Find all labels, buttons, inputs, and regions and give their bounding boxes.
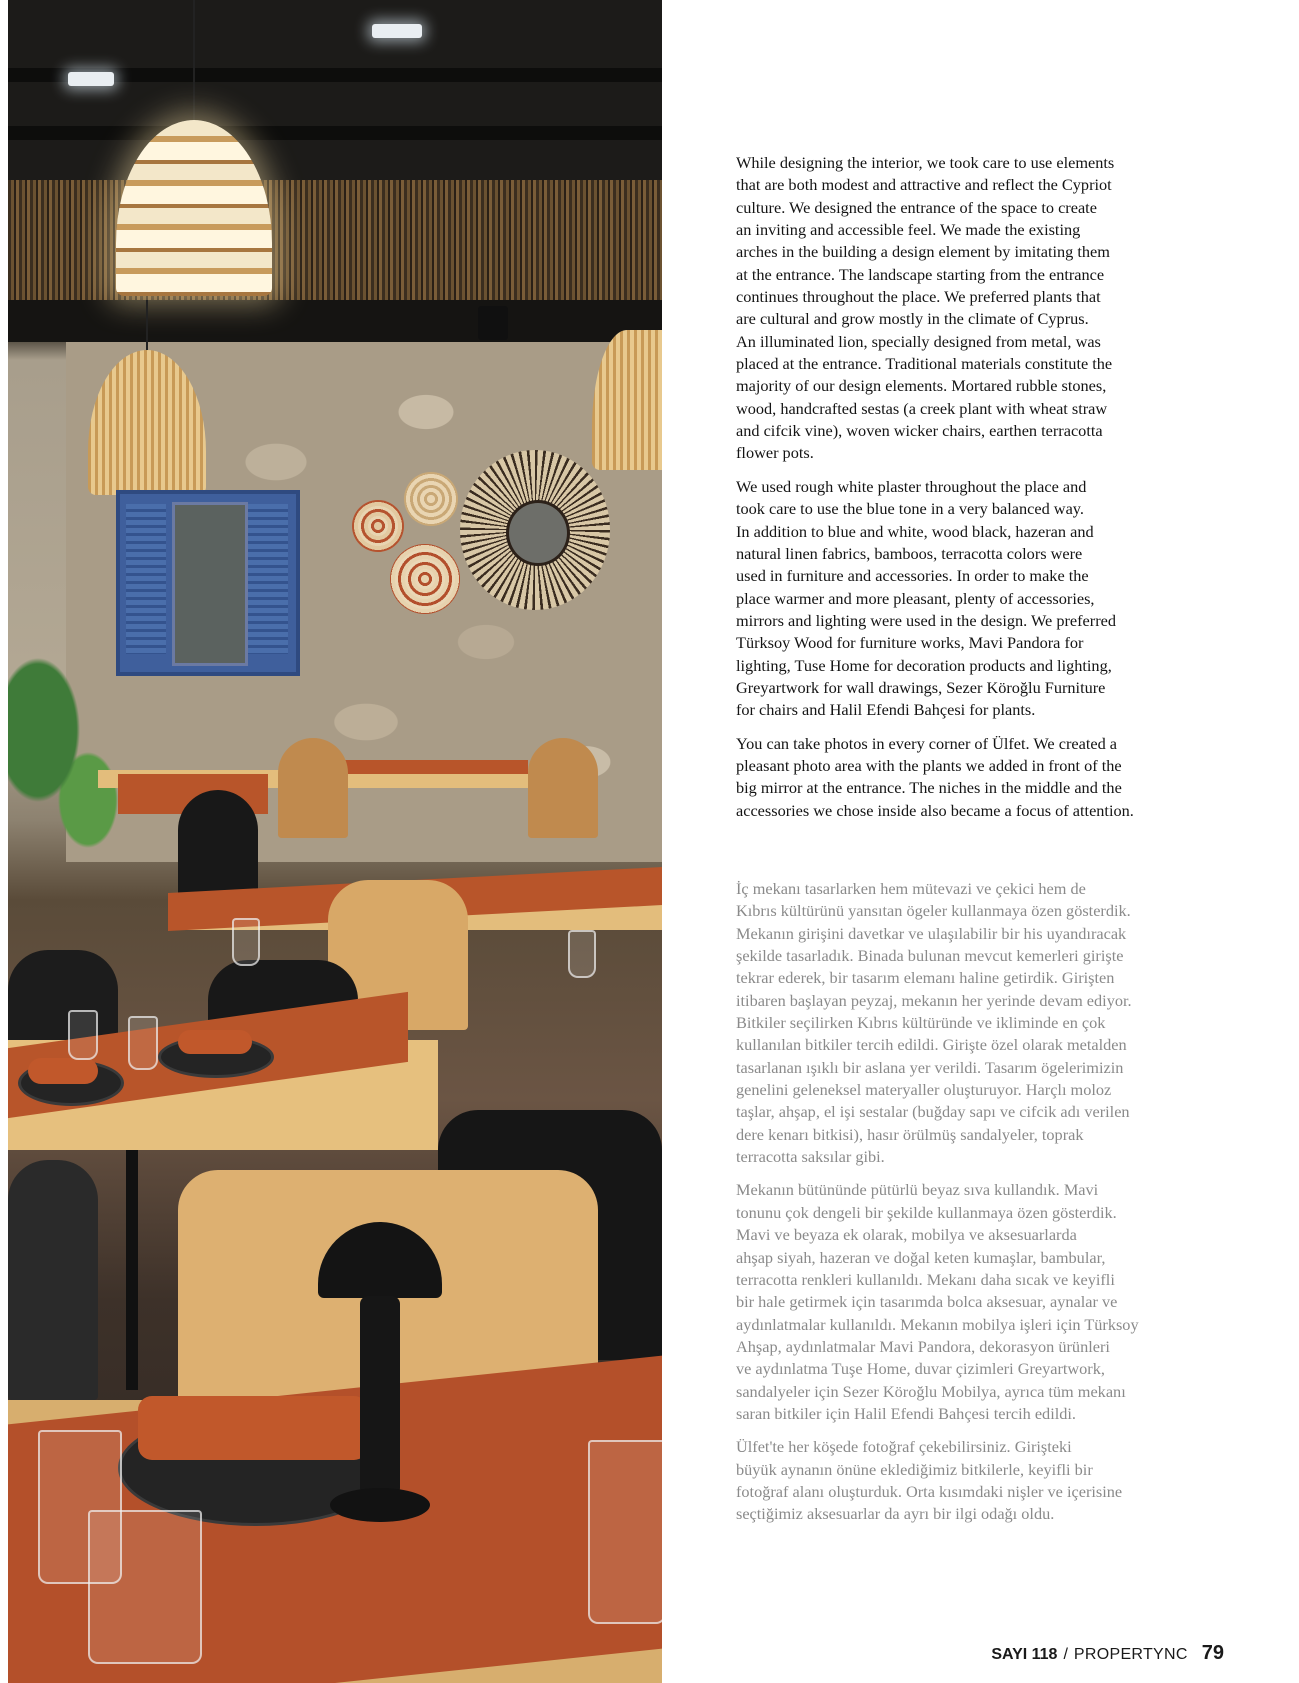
wine-glass <box>68 1010 98 1060</box>
text-line: that are both modest and attractive and reflect the Cypriot <box>736 175 1112 195</box>
text-line: İç mekanı tasarlarken hem mütevazi ve çekici hem de <box>736 879 1086 898</box>
text-line: büyük aynanın önüne eklediğimiz bitkilerle, keyifli bir <box>736 1459 1093 1479</box>
text-line: tasarlanan ışıklı bir aslana yer verildi. Tasarım ögelerimizin <box>736 1057 1124 1077</box>
issue-number: SAYI 118 <box>991 1646 1058 1663</box>
ceiling-beam <box>8 126 662 140</box>
text-line: Kıbrıs kültürünü yansıtan ögeler kullanmaya özen gösterdik. <box>736 901 1131 921</box>
text-line: majority of our design elements. Mortared rubble stones, <box>736 376 1107 396</box>
text-line: We used rough white plaster throughout the place and <box>736 476 1087 496</box>
text-line: mirrors and lighting were used in the design. We preferred <box>736 610 1116 630</box>
reed-ceiling <box>8 180 662 320</box>
text-line: at the entrance. The landscape starting from the entrance <box>736 264 1105 284</box>
text-line: continues throughout the place. We preferred plants that <box>736 287 1101 307</box>
turkish-paragraph-3 <box>736 1436 1166 1525</box>
text-line: In addition to blue and white, wood black, hazeran and <box>736 521 1094 541</box>
text-line: flower pots. <box>736 443 814 463</box>
text-line: Mavi ve beyaza ek olarak, mobilya ve aksesuarlarda <box>736 1225 1077 1245</box>
turkish-article <box>736 878 1166 1537</box>
text-line: used in furniture and accessories. In order to make the <box>736 566 1089 586</box>
pendant-cord <box>146 300 148 352</box>
wooden-chair <box>278 738 348 838</box>
turkish-paragraph-2 <box>736 1179 1166 1425</box>
wine-glass <box>588 1440 662 1624</box>
text-line: saran bitkiler için Halil Efendi Bahçesi tercih edildi. <box>736 1403 1076 1423</box>
shutter-slats <box>248 504 288 654</box>
text-line: Greyartwork for wall drawings, Sezer Köroğlu Furniture <box>736 677 1106 697</box>
magazine-name: PROPERTYNC <box>1073 1646 1188 1663</box>
text-line: natural linen fabrics, bamboos, terracotta colors were <box>736 543 1083 563</box>
blue-shutter-window <box>116 490 300 676</box>
page-footer <box>991 1642 1224 1670</box>
table-lamp-base <box>330 1488 430 1522</box>
text-line: tekrar ederek, bir tasarım elemanı haline getirdik. Girişten <box>736 968 1115 988</box>
shutter-slats <box>126 504 166 654</box>
text-line: itibaren başlayan peyzaj, mekanın her yerinde devam ediyor. <box>736 990 1132 1010</box>
ceiling <box>8 0 662 180</box>
turkish-paragraph-1 <box>736 878 1166 1168</box>
text-line: aydınlatmalar kullanıldı. Mekanın mobilya işleri için Türksoy <box>736 1314 1139 1334</box>
napkin <box>138 1396 368 1460</box>
text-line: big mirror at the entrance. The niches in the middle and the <box>736 778 1122 798</box>
napkin <box>178 1030 252 1054</box>
text-line: an inviting and accessible feel. We made the existing <box>736 220 1081 240</box>
text-line: Bitkiler seçilirken Kıbrıs kültüründe ve ikliminde en çok <box>736 1013 1106 1033</box>
black-chair <box>8 1160 98 1400</box>
table-lamp-stem <box>360 1296 400 1496</box>
napkin <box>28 1058 98 1084</box>
text-line: taşlar, ahşap, el işi sestalar (buğday sapı ve cifcik adı verilen <box>736 1102 1130 1122</box>
text-line: place warmer and more pleasant, plenty of accessories, <box>736 588 1095 608</box>
text-line: culture. We designed the entrance of the space to create <box>736 197 1097 217</box>
text-line: bir hale getirmek için tasarımda bolca aksesuar, aynalar ve <box>736 1292 1118 1312</box>
english-paragraph-3 <box>736 733 1162 822</box>
footer-separator: / <box>1063 1646 1068 1663</box>
text-line: accessories we chose inside also became a focus of attention. <box>736 800 1134 820</box>
text-line: placed at the entrance. Traditional materials constitute the <box>736 354 1113 374</box>
text-line: terracotta renkleri kullanıldı. Mekanı daha sıcak ve keyifli <box>736 1269 1115 1289</box>
woven-basket <box>352 500 404 552</box>
text-line: sandalyeler için Sezer Köroğlu Mobilya, ayrıca tüm mekanı <box>736 1381 1126 1401</box>
ceiling-light <box>372 24 422 38</box>
ceiling-band <box>8 300 662 342</box>
woven-basket <box>404 472 458 526</box>
pendant-cord <box>193 0 195 120</box>
text-line: Türksoy Wood for furniture works, Mavi Pandora for <box>736 633 1084 653</box>
text-line: You can take photos in every corner of Ülfet. We created a <box>736 733 1118 753</box>
fern-plant <box>8 600 128 860</box>
text-line: and cifcik vine), woven wicker chairs, earthen terracotta <box>736 421 1103 441</box>
text-line: terracotta saksılar gibi. <box>736 1147 885 1167</box>
ceiling-light <box>68 72 114 86</box>
text-line: for chairs and Halil Efendi Bahçesi for plants. <box>736 700 1036 720</box>
text-line: Ülfet'te her köşede fotoğraf çekebilirsiniz. Girişteki <box>736 1437 1072 1457</box>
text-line: wood, handcrafted sestas (a creek plant with wheat straw <box>736 398 1108 418</box>
table-leg <box>126 1150 138 1390</box>
text-line: tonunu çok dengeli bir şekilde kullanmaya özen gösterdik. <box>736 1202 1117 1222</box>
text-line: Mekanın girişini davetkar ve ulaşılabilir bir his uyandıracak <box>736 923 1127 943</box>
wooden-chair <box>528 738 598 838</box>
english-paragraph-2 <box>736 476 1162 722</box>
wine-glass <box>232 918 260 966</box>
wine-glass <box>88 1510 202 1664</box>
text-line: lighting, Tuse Home for decoration products and lighting, <box>736 655 1112 675</box>
english-paragraph-1 <box>736 152 1162 465</box>
window-glass <box>172 502 248 666</box>
table-runner <box>338 760 528 774</box>
woven-basket <box>390 544 460 614</box>
page-number: 79 <box>1201 1642 1224 1664</box>
speaker <box>478 306 508 340</box>
text-line: ahşap siyah, hazeran ve doğal keten kumaşlar, bambular, <box>736 1247 1106 1267</box>
text-line: dere kenarı bitkisi), hasır örülmüş sandalyeler, toprak <box>736 1124 1084 1144</box>
text-line: Ahşap, aydınlatmalar Mavi Pandora, dekorasyon ürünleri <box>736 1336 1110 1356</box>
text-line: are cultural and grow mostly in the climate of Cyprus. <box>736 309 1089 329</box>
text-line: While designing the interior, we took care to use elements <box>736 153 1115 172</box>
wine-glass <box>568 930 596 978</box>
text-line: An illuminated lion, specially designed from metal, was <box>736 331 1101 351</box>
text-line: genelini geleneksel materyaller oluşturuyor. Harçlı moloz <box>736 1080 1112 1100</box>
text-line: took care to use the blue tone in a very balanced way. <box>736 499 1084 519</box>
text-line: arches in the building a design element by imitating them <box>736 242 1110 262</box>
text-line: ve aydınlatma Tuşe Home, duvar çizimleri Greyartwork, <box>736 1359 1105 1379</box>
sunburst-mirror <box>460 450 610 610</box>
text-line: seçtiğimiz aksesuarlar da ayrı bir ilgi odağı oldu. <box>736 1504 1055 1524</box>
text-line: şekilde tasarladık. Binada bulunan mevcut kemerleri girişte <box>736 946 1124 966</box>
text-line: pleasant photo area with the plants we added in front of the <box>736 755 1122 775</box>
restaurant-interior-photo <box>8 0 662 1683</box>
text-line: fotoğraf alanı oluşturduk. Orta kısımdaki nişler ve içerisine <box>736 1481 1123 1501</box>
text-line: Mekanın bütününde pütürlü beyaz sıva kullandık. Mavi <box>736 1180 1099 1200</box>
text-line: kullanılan bitkiler tercih edildi. Girişte özel olarak metalden <box>736 1035 1127 1055</box>
wine-glass <box>128 1016 158 1070</box>
english-article <box>736 152 1162 833</box>
